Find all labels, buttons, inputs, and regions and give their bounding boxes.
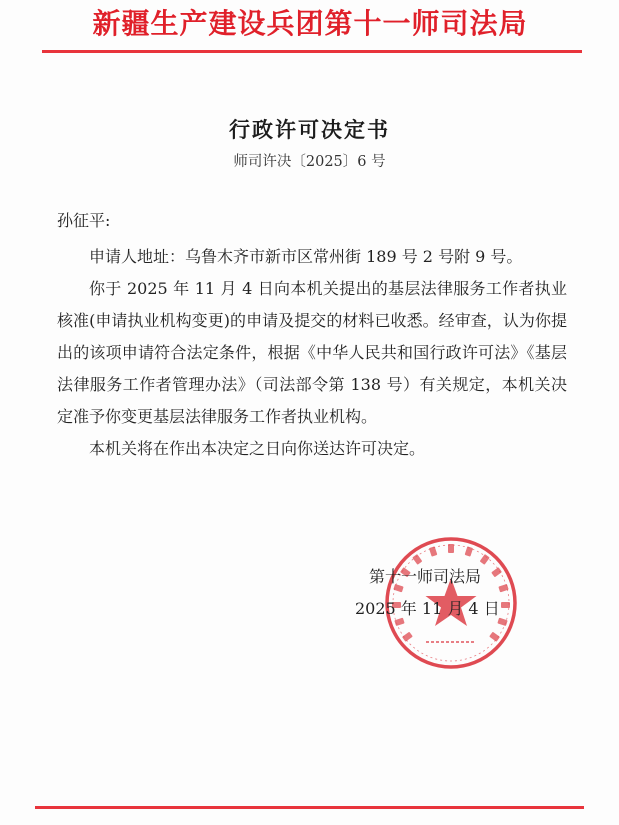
letterhead-title: 新疆生产建设兵团第十一师司法局	[92, 7, 528, 40]
delivery-paragraph: 本机关将在作出本决定之日向你送达许可决定。	[89, 439, 426, 458]
applicant-address: 申请人地址：乌鲁木齐市新市区常州街 189 号 2 号附 9 号。	[89, 247, 523, 266]
letterhead-divider	[42, 50, 582, 53]
document-body	[57, 205, 567, 465]
signature-block	[355, 561, 500, 625]
footer-divider	[35, 806, 584, 809]
signing-organization: 第十一师司法局	[369, 567, 482, 586]
signing-date: 2025 年 11 月 4 日	[355, 599, 500, 618]
document-title: 行政许可决定书	[229, 117, 390, 142]
salutation: 孙征平:	[57, 211, 111, 230]
document-number: 师司许决〔2025〕6 号	[233, 154, 386, 170]
decision-paragraph: 你于 2025 年 11 月 4 日向本机关提出的基层法律服务工作者执业核准(申请执业机构变更)的申请及提交的材料已收悉。经审查，认为你提出的该项申请符合法定条件，根据《中华人民共和国行政许可法》《基层法律服务工作者管理办法》（司法部令第 138 号）有关规定，本机关决定准予你变更基层法律服务工作者执业机构。	[57, 279, 567, 426]
